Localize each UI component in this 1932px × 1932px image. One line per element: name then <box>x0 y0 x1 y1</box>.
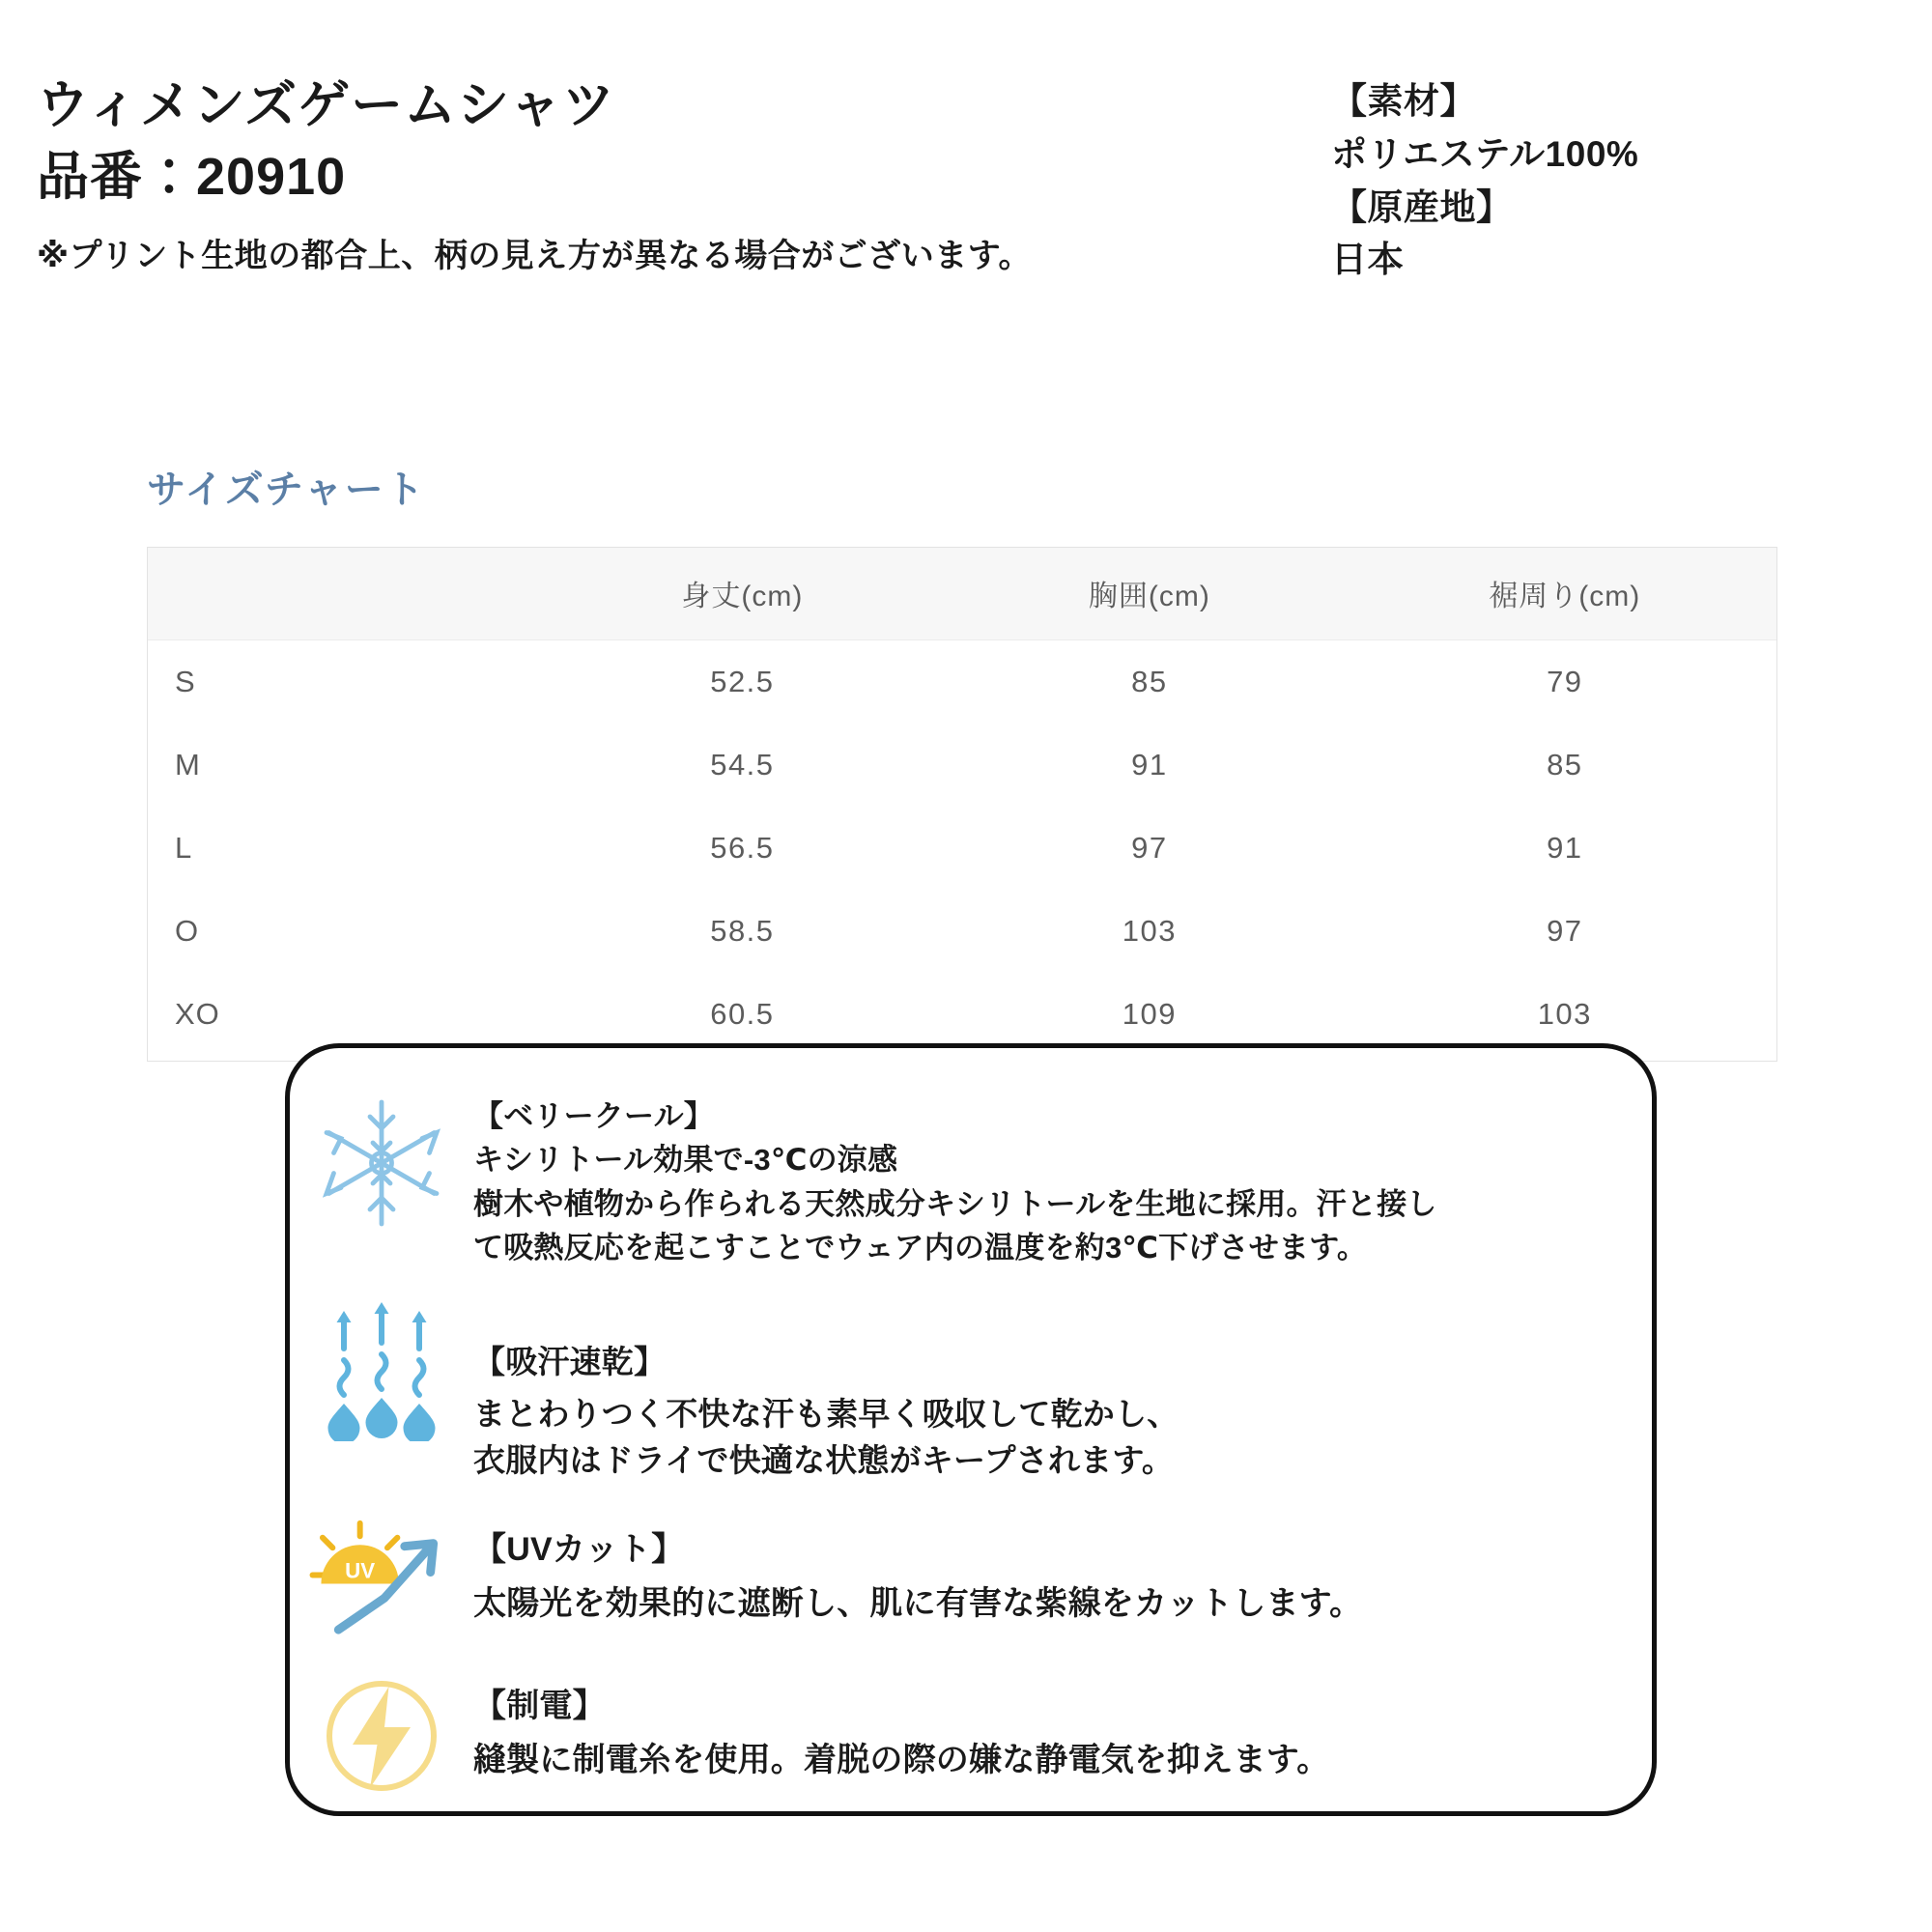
feature-title: 【ベリークール】 <box>473 1099 714 1133</box>
cell-hem: 91 <box>1547 831 1583 865</box>
page-title: ウィメンズゲームシャツ <box>37 76 616 134</box>
cell-size: L <box>175 831 193 865</box>
size-chart-table-wrapper <box>147 547 1777 1062</box>
feature-uv-cut <box>290 1507 1652 1644</box>
column-header-size <box>148 548 539 640</box>
feature-anti-static <box>290 1662 1652 1808</box>
column-header-length: 身丈(cm) <box>539 548 947 640</box>
spec-block <box>1331 75 1872 287</box>
cell-chest: 91 <box>1131 748 1168 781</box>
product-title-block <box>37 75 1293 276</box>
feature-title: 【制電】 <box>473 1688 606 1724</box>
size-chart-heading: サイズチャート <box>147 469 426 511</box>
table-header <box>148 548 1776 640</box>
feature-moisture-wicking-text <box>473 1294 1179 1485</box>
moisture-wicking-icon <box>290 1294 473 1441</box>
cell-hem: 79 <box>1547 665 1583 698</box>
anti-static-icon <box>290 1662 473 1808</box>
table-row <box>148 890 1776 973</box>
cell-chest: 85 <box>1131 665 1168 698</box>
cell-chest: 109 <box>1122 997 1177 1031</box>
feature-line: 樹木や植物から作られる天然成分キシリトールを生地に採用。汗と接し <box>473 1186 1437 1221</box>
svg-text:UV: UV <box>345 1558 376 1583</box>
features-panel <box>285 1043 1657 1816</box>
feature-line: まとわりつく不快な汗も素早く吸収して乾かし、 <box>473 1396 1179 1433</box>
cell-length: 56.5 <box>710 831 775 865</box>
cell-hem: 97 <box>1547 914 1583 948</box>
origin-value: 日本 <box>1331 240 1404 280</box>
cell-hem: 85 <box>1547 748 1583 781</box>
table-body <box>148 640 1776 1062</box>
material-label: 【素材】 <box>1331 81 1476 121</box>
cell-size: S <box>175 665 196 698</box>
feature-line: 太陽光を効果的に遮断し、肌に有害な紫線をカットします。 <box>473 1584 1363 1622</box>
feature-very-cool <box>290 1089 1652 1269</box>
cell-length: 58.5 <box>710 914 775 948</box>
snowflake-icon <box>290 1089 473 1236</box>
origin-label: 【原産地】 <box>1331 186 1513 227</box>
cell-size: O <box>175 914 200 948</box>
feature-very-cool-text <box>473 1089 1436 1269</box>
material-value: ポリエステル100% <box>1331 133 1639 174</box>
feature-moisture-wicking <box>290 1294 1652 1485</box>
cell-length: 60.5 <box>710 997 775 1031</box>
feature-uv-cut-text <box>473 1507 1362 1628</box>
cell-size: XO <box>175 997 220 1031</box>
feature-line: 縫製に制電糸を使用。着脱の際の嫌な静電気を抑えます。 <box>473 1741 1330 1778</box>
cell-length: 54.5 <box>710 748 775 781</box>
cell-hem: 103 <box>1537 997 1592 1031</box>
column-header-chest: 胸囲(cm) <box>946 548 1353 640</box>
feature-title: 【UVカット】 <box>473 1531 685 1568</box>
size-chart-table <box>148 548 1776 1061</box>
table-row <box>148 640 1776 724</box>
table-row <box>148 807 1776 890</box>
cell-chest: 103 <box>1122 914 1177 948</box>
cell-size: M <box>175 748 201 781</box>
feature-title: 【吸汗速乾】 <box>473 1344 667 1379</box>
cell-chest: 97 <box>1131 831 1168 865</box>
feature-anti-static-text <box>473 1662 1329 1784</box>
product-code: 品番：20910 <box>37 147 347 206</box>
table-header-row <box>148 548 1776 640</box>
column-header-hem: 裾周り(cm) <box>1353 548 1776 640</box>
feature-line: キシリトール効果で-3℃の涼感 <box>473 1143 898 1178</box>
cell-length: 52.5 <box>710 665 775 698</box>
product-note: ※プリント生地の都合上、柄の見え方が異なる場合がございます。 <box>37 238 1032 275</box>
uv-cut-icon <box>290 1507 473 1644</box>
table-row <box>148 724 1776 807</box>
feature-line: て吸熱反応を起こすことでウェア内の温度を約3℃下げさせます。 <box>473 1230 1368 1264</box>
feature-line: 衣服内はドライで快適な状態がキープされます。 <box>473 1442 1175 1479</box>
